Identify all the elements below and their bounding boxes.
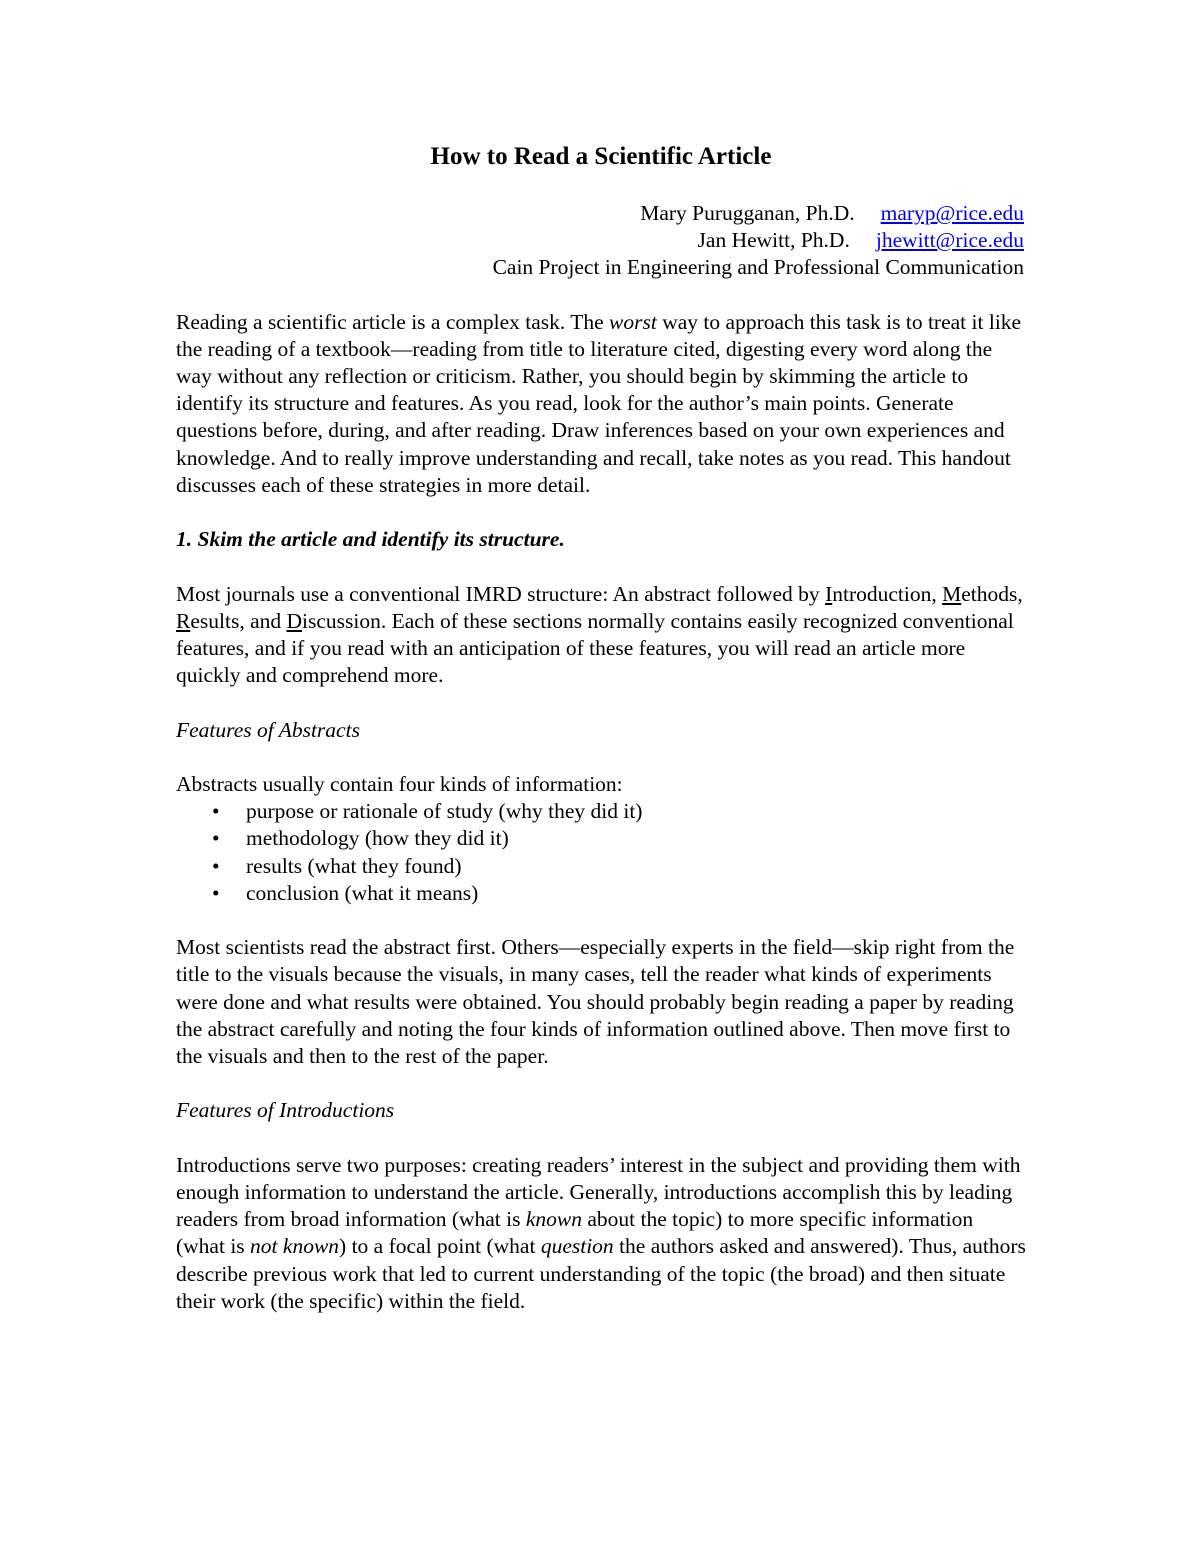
author-line-1 [176, 200, 1024, 227]
section-heading-skim: 1. Skim the article and identify its structure. [176, 527, 565, 552]
list-item-text: methodology (how they did it) [246, 826, 509, 851]
underlined-letter: M [942, 581, 962, 606]
text-run: ntroduction, [832, 581, 943, 606]
underlined-letter: I [825, 581, 833, 606]
author-email-link[interactable]: jhewitt@rice.edu [875, 228, 1024, 253]
underlined-letter: R [176, 608, 191, 633]
abstracts-lead: Abstracts usually contain four kinds of information: [176, 772, 623, 796]
bullet-icon: • [212, 853, 220, 878]
author-block [176, 200, 1026, 282]
list-item [176, 853, 1026, 880]
text-run: about the topic) to more specific information (what is [176, 1207, 974, 1259]
subheading-abstracts: Features of Abstracts [176, 717, 360, 742]
bullet-icon: • [212, 880, 220, 905]
list-item-text: purpose or rationale of study (why they did it) [246, 799, 643, 824]
text-run: ) to a focal point (what [339, 1234, 541, 1259]
affiliation: Cain Project in Engineering and Professional Communication [492, 255, 1024, 280]
imrd-paragraph [176, 581, 1026, 690]
list-item [176, 825, 1026, 852]
text-run: Most journals use a conventional IMRD structure: An abstract followed by [176, 581, 826, 606]
emphasis-text: worst [609, 309, 657, 334]
list-item [176, 880, 1026, 907]
list-item-text: conclusion (what it means) [246, 880, 479, 905]
document-title: How to Read a Scientific Article [430, 143, 772, 170]
author-name: Mary Purugganan, Ph.D. [640, 201, 855, 225]
underlined-letter: D [286, 608, 303, 633]
text-run: way to approach this task is to treat it like the reading of a textbook—reading from title to literature cited, digesting every word along the way without any reflection or criticism. Rather, you should begin by skimming the article to identify its structure and features. As you read, look for the author’s main points. Generate questions before, during, and after reading. Draw inferences based on your own experiences and knowledge. And to really improve understanding and recall, take notes as you read. This handout discusses each of these strategies in more detail. [176, 309, 1022, 497]
document-page [176, 140, 1026, 1342]
author-name: Jan Hewitt, Ph.D. [697, 228, 850, 253]
text-run: the authors asked and answered). Thus, authors describe previous work that led to current understanding of the topic (the broad) and then situate their work (the specific) within the field. [176, 1234, 1026, 1313]
list-item [176, 798, 1026, 825]
emphasis-text: not known [250, 1234, 340, 1259]
text-run: esults, and [190, 608, 287, 633]
text-run: iscussion. Each of these sections normally contains easily recognized conventional features, and if you read with an anticipation of these features, you will read an article more quickly and comprehend more. [176, 608, 1014, 688]
abstracts-paragraph: Most scientists read the abstract first. Others—especially experts in the field—skip right from the title to the visuals because the visuals, in many cases, tell the reader what kinds of experiments were done and what results were obtained. You should probably begin reading a paper by reading the abstract carefully and noting the four kinds of information outlined above. Then move first to the visuals and then to the rest of the paper. [176, 935, 1015, 1069]
emphasis-text: question [540, 1234, 614, 1259]
abstracts-list [176, 798, 1026, 907]
intro-paragraph [176, 309, 1026, 499]
bullet-icon: • [212, 799, 220, 824]
text-run: Reading a scientific article is a complex task. The [176, 309, 610, 334]
bullet-icon: • [212, 826, 220, 851]
author-email-link[interactable]: maryp@rice.edu [880, 201, 1024, 225]
subheading-introductions: Features of Introductions [176, 1098, 395, 1123]
text-run: Introductions serve two purposes: creating readers’ interest in the subject and providing them with enough information to understand the article. Generally, introductions accomplish this by leading readers from broad information (what is [176, 1152, 1021, 1232]
emphasis-text: known [525, 1207, 582, 1232]
author-line-2 [176, 227, 1024, 254]
introductions-paragraph [176, 1152, 1026, 1315]
list-item-text: results (what they found) [246, 853, 462, 878]
text-run: ethods, [961, 581, 1023, 606]
